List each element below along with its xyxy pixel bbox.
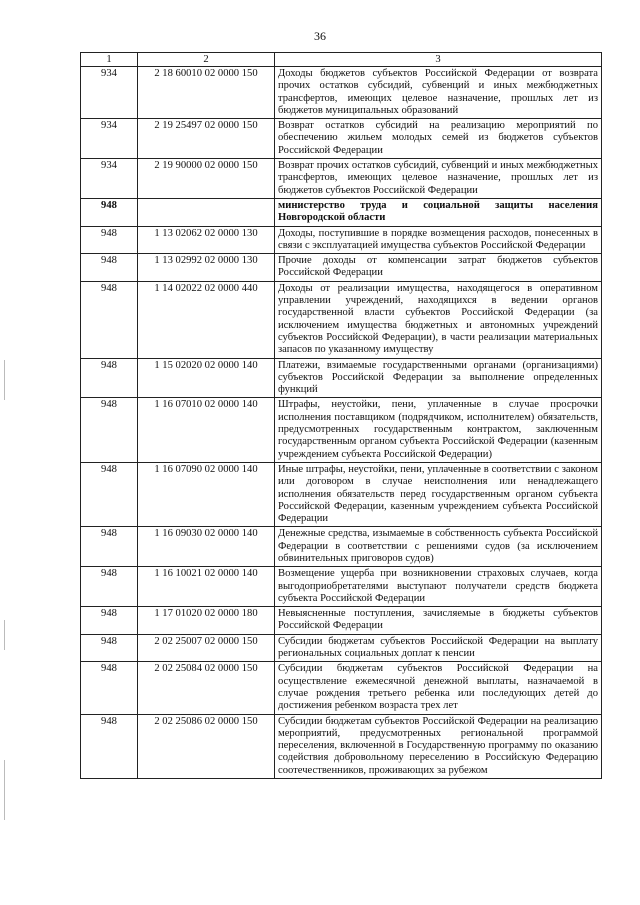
admin-code-cell: 948 xyxy=(81,527,138,567)
page-number: 36 xyxy=(314,29,326,43)
table-row xyxy=(81,159,602,199)
table-row xyxy=(81,607,602,635)
description-cell: Иные штрафы, неустойки, пени, уплаченные в соответствии с законом или договором в случае неисполнения или ненадлежащего исполнения обязательств перед государственным органом субъекта Российской Федерации, казенным учреждением субъекта Российской Федерации xyxy=(275,462,602,526)
budget-code-cell: 1 16 09030 02 0000 140 xyxy=(138,527,275,567)
table-row xyxy=(81,254,602,282)
admin-code-cell: 948 xyxy=(81,634,138,662)
admin-code-cell: 934 xyxy=(81,159,138,199)
admin-code-cell: 948 xyxy=(81,281,138,358)
admin-code-cell: 948 xyxy=(81,398,138,462)
admin-code-cell: 948 xyxy=(81,198,138,226)
description-cell: Прочие доходы от компенсации затрат бюджетов субъектов Российской Федерации xyxy=(275,254,602,282)
budget-code-cell: 1 13 02992 02 0000 130 xyxy=(138,254,275,282)
admin-code-cell: 948 xyxy=(81,226,138,254)
scan-edge-marks xyxy=(4,60,6,860)
budget-code-cell: 2 02 25084 02 0000 150 xyxy=(138,662,275,714)
budget-code-cell: 2 02 25007 02 0000 150 xyxy=(138,634,275,662)
description-cell: Возврат остатков субсидий на реализацию мероприятий по обеспечению жильем молодых семей из бюджетов субъектов Российской Федерации xyxy=(275,119,602,159)
admin-code-cell: 934 xyxy=(81,119,138,159)
table-row xyxy=(81,398,602,462)
description-cell: Платежи, взимаемые государственными органами (организациями) субъектов Российской Федерации за выполнение определенных функций xyxy=(275,358,602,398)
table-row xyxy=(81,567,602,607)
budget-code-cell: 1 15 02020 02 0000 140 xyxy=(138,358,275,398)
description-cell: Субсидии бюджетам субъектов Российской Федерации на осуществление ежемесячной денежной выплаты, назначаемой в случае рождения третьего ребенка или последующих детей до достижения ребенком возраста трех лет xyxy=(275,662,602,714)
admin-code-cell: 934 xyxy=(81,67,138,119)
description-cell: Штрафы, неустойки, пени, уплаченные в случае просрочки исполнения поставщиком (подрядчиком, исполнителем) обязательств, предусмотренных государственным контрактом, заключенным государственным органом субъекта Российской Федерации (казенным учреждением субъекта Российской Федерации) xyxy=(275,398,602,462)
column-header-description: 3 xyxy=(275,53,602,67)
admin-code-cell: 948 xyxy=(81,567,138,607)
table-row xyxy=(81,714,602,778)
table-row xyxy=(81,281,602,358)
description-cell: Денежные средства, изымаемые в собственность субъекта Российской Федерации в соответствии с решениями судов (за исключением обвинительных приговоров судов) xyxy=(275,527,602,567)
description-cell: Субсидии бюджетам субъектов Российской Федерации на реализацию мероприятий, предусмотренных региональной программой переселения, включенной в Государственную программу по оказанию содействия добровольному переселению в Российскую Федерацию соотечественников, проживающих за рубежом xyxy=(275,714,602,778)
table-header-row xyxy=(81,53,602,67)
admin-code-cell: 948 xyxy=(81,607,138,635)
admin-code-cell: 948 xyxy=(81,462,138,526)
admin-code-cell: 948 xyxy=(81,358,138,398)
table-row xyxy=(81,527,602,567)
description-cell: Субсидии бюджетам субъектов Российской Федерации на выплату региональных социальных доплат к пенсии xyxy=(275,634,602,662)
description-cell: Возмещение ущерба при возникновении страховых случаев, когда выгодоприобретателями выступают получатели средств бюджета субъекта Российской Федерации xyxy=(275,567,602,607)
description-cell: министерство труда и социальной защиты населения Новгородской области xyxy=(275,198,602,226)
column-header-code: 2 xyxy=(138,53,275,67)
budget-code-cell: 2 19 90000 02 0000 150 xyxy=(138,159,275,199)
income-codes-table xyxy=(80,52,602,779)
admin-code-cell: 948 xyxy=(81,662,138,714)
budget-code-cell: 1 16 07010 02 0000 140 xyxy=(138,398,275,462)
description-cell: Доходы от реализации имущества, находящегося в оперативном управлении учреждений, находящихся в ведении органов государственной власти субъектов Российской Федерации (за исключением имущества бюджетных и автономных учреждений субъектов Российской Федерации), в части реализации материальных запасов по указанному имуществу xyxy=(275,281,602,358)
column-header-admin: 1 xyxy=(81,53,138,67)
description-cell: Возврат прочих остатков субсидий, субвенций и иных межбюджетных трансфертов, имеющих целевое назначение, прошлых лет из бюджетов субъектов Российской Федерации xyxy=(275,159,602,199)
table-row xyxy=(81,226,602,254)
budget-code-cell: 1 16 07090 02 0000 140 xyxy=(138,462,275,526)
budget-code-cell: 2 02 25086 02 0000 150 xyxy=(138,714,275,778)
budget-code-cell: 1 16 10021 02 0000 140 xyxy=(138,567,275,607)
admin-code-cell: 948 xyxy=(81,714,138,778)
budget-code-cell: 1 17 01020 02 0000 180 xyxy=(138,607,275,635)
table-body xyxy=(81,67,602,779)
table-row xyxy=(81,634,602,662)
budget-code-cell: 2 18 60010 02 0000 150 xyxy=(138,67,275,119)
budget-code-cell: 1 13 02062 02 0000 130 xyxy=(138,226,275,254)
table-row xyxy=(81,67,602,119)
table-row xyxy=(81,358,602,398)
table-row xyxy=(81,462,602,526)
admin-code-cell: 948 xyxy=(81,254,138,282)
description-cell: Невыясненные поступления, зачисляемые в бюджеты субъектов Российской Федерации xyxy=(275,607,602,635)
table-row xyxy=(81,662,602,714)
table-section-row xyxy=(81,198,602,226)
description-cell: Доходы бюджетов субъектов Российской Федерации от возврата прочих остатков субсидий, субвенций и иных межбюджетных трансфертов, имеющих целевое назначение, прошлых лет из бюджетов муниципальных образований xyxy=(275,67,602,119)
table-row xyxy=(81,119,602,159)
budget-code-cell: 1 14 02022 02 0000 440 xyxy=(138,281,275,358)
budget-code-cell: 2 19 25497 02 0000 150 xyxy=(138,119,275,159)
description-cell: Доходы, поступившие в порядке возмещения расходов, понесенных в связи с эксплуатацией имущества субъектов Российской Федерации xyxy=(275,226,602,254)
budget-code-cell xyxy=(138,198,275,226)
